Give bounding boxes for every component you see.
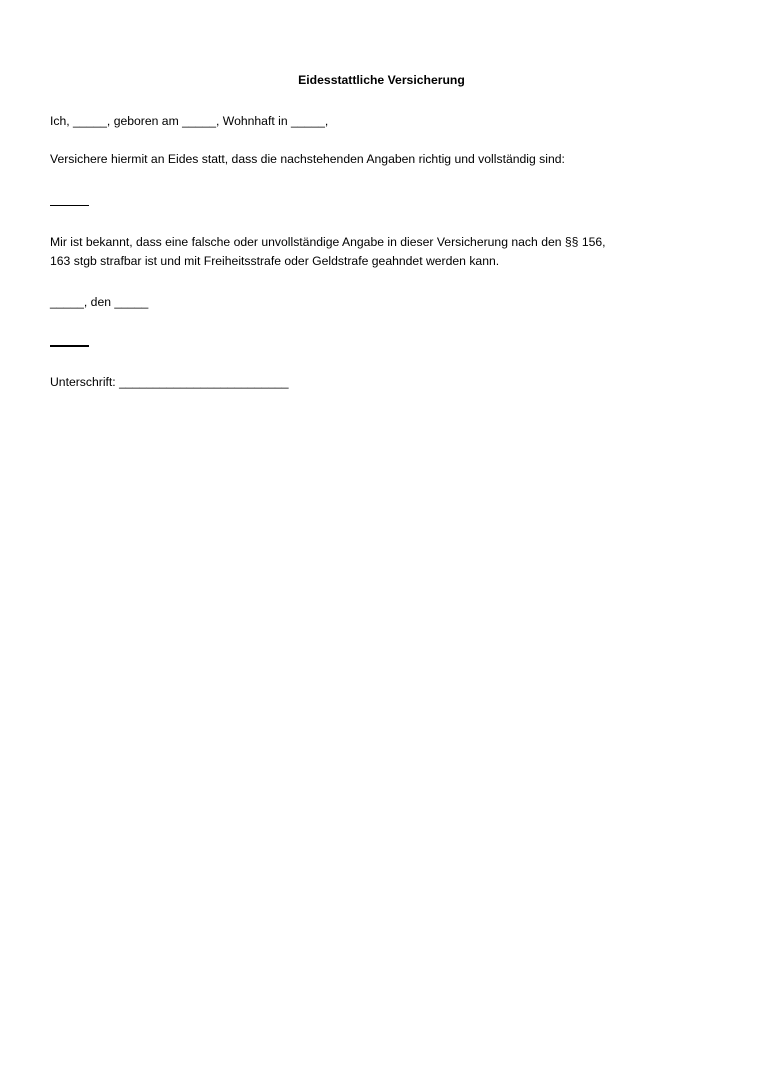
signature-line: Unterschrift: _________________________ xyxy=(50,375,289,389)
separator-rule xyxy=(50,345,89,347)
warning-line-2: 163 stgb strafbar ist und mit Freiheitsstrafe oder Geldstrafe geahndet werden kann. xyxy=(50,254,500,268)
statement-blank-rule xyxy=(50,205,89,206)
place-date-line: _____, den _____ xyxy=(50,295,149,309)
declaration-text: Versichere hiermit an Eides statt, dass die nachstehenden Angaben richtig und vollständig sind: xyxy=(50,152,565,166)
warning-line-1: Mir ist bekannt, dass eine falsche oder unvollständige Angabe in dieser Versicherung nach den §§ 156, xyxy=(50,235,606,249)
document-title: Eidesstattliche Versicherung xyxy=(298,73,465,87)
intro-line: Ich, _____, geboren am _____, Wohnhaft in _____, xyxy=(50,114,329,128)
